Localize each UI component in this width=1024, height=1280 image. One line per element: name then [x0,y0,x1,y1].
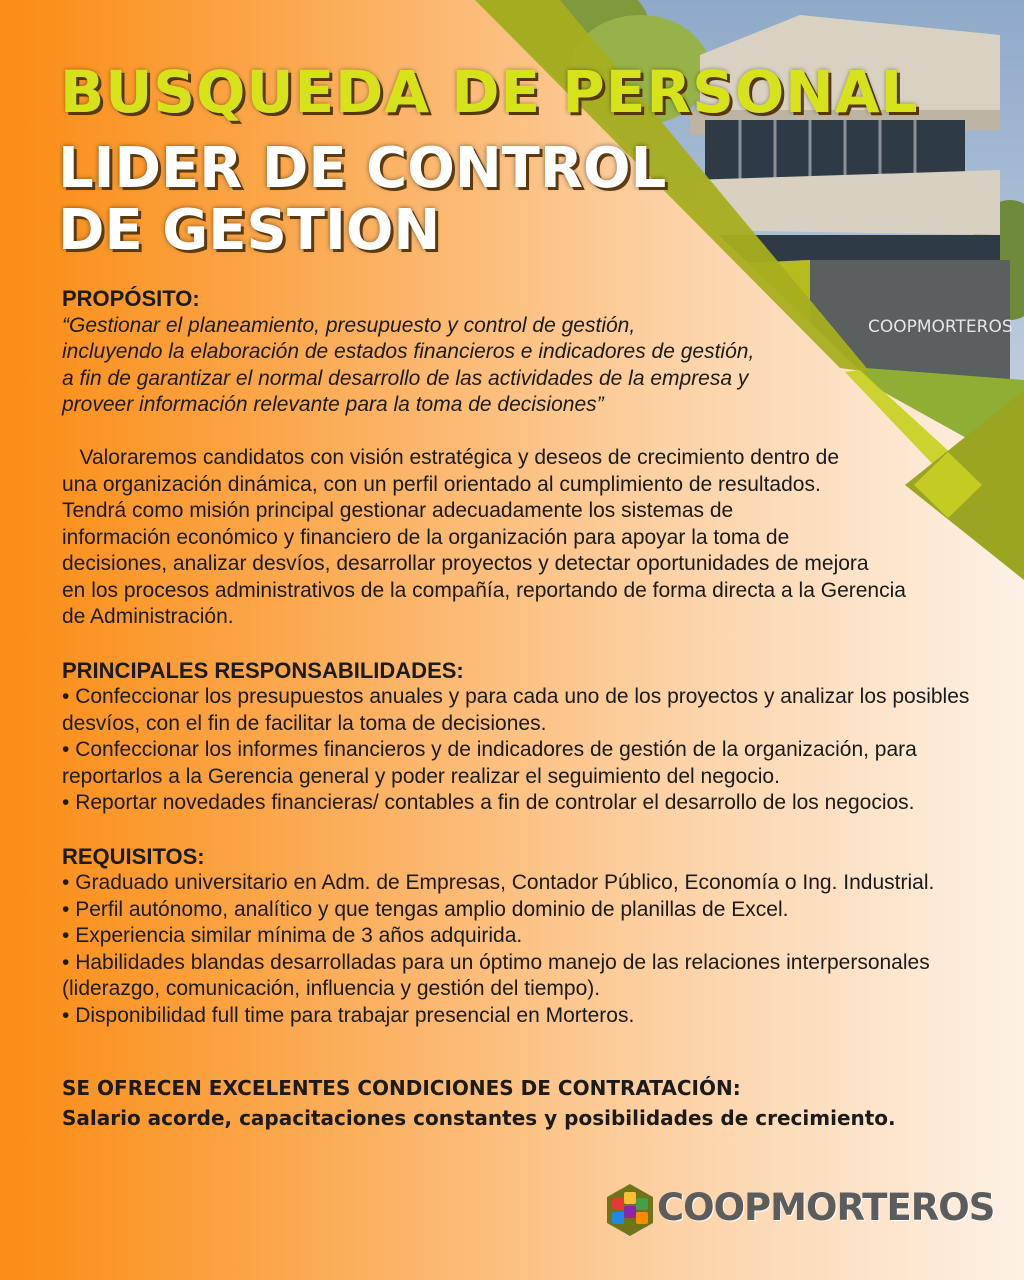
list-item: • Experiencia similar mínima de 3 años adquirida. [62,923,972,950]
logo-icon [603,1182,657,1238]
list-item: • Disponibilidad full time para trabajar presencial en Morteros. [62,1003,972,1030]
logo-text: COOPMORTEROS [657,1186,995,1229]
body-line: en los procesos administrativos de la compañía, reportando de forma directa a la Gerencia [62,578,906,602]
building-sign: COOPMORTEROS [868,317,1013,337]
logo-cell [624,1206,636,1218]
quote-line: proveer información relevante para la toma de decisiones” [62,393,604,416]
logo-cell [612,1212,624,1224]
page-title: BUSQUEDA DE PERSONAL [60,58,919,126]
quote-line: incluyendo la elaboración de estados financieros e indicadores de gestión, [62,340,755,363]
body-line: una organización dinámica, con un perfil orientado al cumplimiento de resultados. [62,472,821,496]
body-line: decisiones, analizar desvíos, desarrollar proyectos y detectar oportunidades de mejora [62,552,869,575]
list-item: • Confeccionar los informes financieros y de indicadores de gestión de la organización, para reportarlos a la Gerencia general y poder realizar el seguimiento del negocio. [62,737,972,790]
requirements-heading: REQUISITOS: [62,843,205,869]
job-description [62,286,972,1029]
purpose-quote [62,313,972,419]
logo-cell [636,1198,648,1210]
list-item: • Reportar novedades financieras/ contables a fin de controlar el desarrollo de los negocios. [62,790,972,817]
company-logo [603,1180,995,1240]
job-title [58,138,666,262]
list-item: • Confeccionar los presupuestos anuales y para cada uno de los proyectos y analizar los posibles desvíos, con el fin de facilitar la toma de decisiones. [62,684,972,737]
quote-line: a fin de garantizar el normal desarrollo de las actividades de la empresa y [62,366,749,390]
responsibilities-list [62,684,972,817]
job-title-line-1: LIDER DE CONTROL [58,136,667,201]
requirements-list [62,870,972,1029]
list-item: • Graduado universitario en Adm. de Empresas, Contador Público, Economía o Ing. Industrial. [62,870,972,897]
responsibilities-heading: PRINCIPALES RESPONSABILIDADES: [62,657,464,683]
body-line: Valoraremos candidatos con visión estratégica y deseos de crecimiento dentro de [62,446,840,469]
logo-cell [612,1198,624,1210]
offer-section [62,1073,896,1133]
logo-cell [624,1192,636,1204]
offer-heading: SE OFRECEN EXCELENTES CONDICIONES DE CONTRATACIÓN: [62,1076,741,1100]
body-line: información económico y financiero de la organización para apoyar la toma de [62,525,790,549]
logo-cell [636,1212,648,1224]
list-item: • Habilidades blandas desarrolladas para un óptimo manejo de las relaciones interpersonales (liderazgo, comunicación, influencia y gestión del tiempo). [62,950,972,1003]
body-line: Tendrá como misión principal gestionar adecuadamente los sistemas de [62,499,734,522]
job-title-line-2: DE GESTION [58,198,441,263]
list-item: • Perfil autónomo, analítico y que tengas amplio dominio de planillas de Excel. [62,897,972,924]
quote-line: “Gestionar el planeamiento, presupuesto y control de gestión, [62,313,636,337]
body-line: de Administración. [62,605,234,628]
purpose-heading: PROPÓSITO: [62,286,200,311]
purpose-body [62,419,972,631]
offer-details: Salario acorde, capacitaciones constantes y posibilidades de crecimiento. [62,1106,896,1130]
